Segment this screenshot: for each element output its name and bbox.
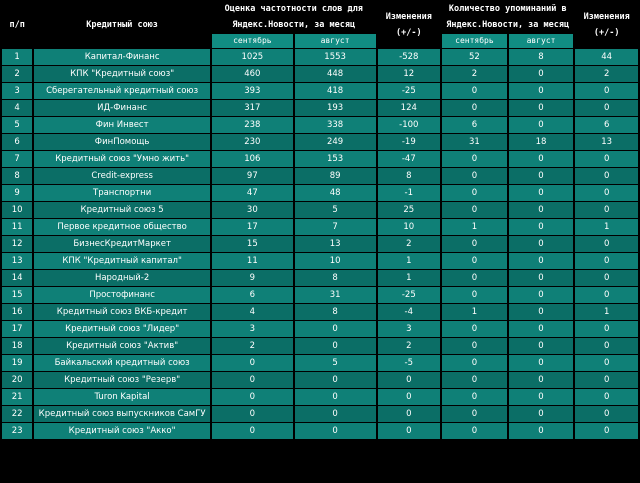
freq-september: 2 [212,338,293,354]
mentions-september: 0 [442,372,507,388]
mentions-september: 6 [442,117,507,133]
row-number: 4 [2,100,32,116]
freq-september: 30 [212,202,293,218]
mentions-change: 0 [575,338,638,354]
mentions-september: 31 [442,134,507,150]
freq-change: 12 [378,66,441,82]
table-row [2,423,638,439]
freq-august: 0 [295,321,376,337]
union-name: ИД-Финанс [34,100,210,116]
header-mentions: Количество упоминаний в Яндекс.Новости, за месяц [446,4,570,30]
mentions-september: 0 [442,355,507,371]
mentions-september: 52 [442,49,507,65]
mentions-change: 0 [575,406,638,422]
mentions-august: 0 [509,287,574,303]
mentions-august: 0 [509,355,574,371]
freq-august: 249 [295,134,376,150]
mentions-august: 0 [509,338,574,354]
freq-august: 5 [295,202,376,218]
mentions-change: 0 [575,389,638,405]
union-name: Credit-express [34,168,210,184]
mentions-change: 0 [575,372,638,388]
freq-september: 460 [212,66,293,82]
header-frequency: Оценка частотности слов для Яндекс.Новости, за месяц [224,4,363,30]
freq-change: 10 [378,219,441,235]
freq-september: 4 [212,304,293,320]
union-name: Кредитный союз "Актив" [34,338,210,354]
mentions-september: 0 [442,287,507,303]
freq-change: 0 [378,423,441,439]
freq-august: 338 [295,117,376,133]
union-name: Транспортни [34,185,210,201]
freq-change: 0 [378,389,441,405]
mentions-august: 0 [509,253,574,269]
table-row [2,338,638,354]
freq-september: 0 [212,355,293,371]
union-name: Сберегательный кредитный союз [34,83,210,99]
freq-september: 0 [212,406,293,422]
table-body [2,49,638,439]
table-row [2,389,638,405]
mentions-august: 0 [509,168,574,184]
table-header [2,1,638,48]
freq-september: 238 [212,117,293,133]
freq-september: 106 [212,151,293,167]
freq-september: 9 [212,270,293,286]
freq-september: 1025 [212,49,293,65]
table-row [2,355,638,371]
freq-change: -4 [378,304,441,320]
freq-september: 3 [212,321,293,337]
mentions-september: 0 [442,100,507,116]
freq-september: 230 [212,134,293,150]
table-row [2,151,638,167]
row-number: 9 [2,185,32,201]
subheader-september-mentions: сентябрь [442,34,507,48]
row-number: 14 [2,270,32,286]
mentions-change: 13 [575,134,638,150]
table-row [2,253,638,269]
union-name: КПК "Кредитный союз" [34,66,210,82]
mentions-change: 0 [575,100,638,116]
row-number: 6 [2,134,32,150]
mentions-august: 8 [509,49,574,65]
freq-change: 0 [378,406,441,422]
table-row [2,287,638,303]
table-row [2,66,638,82]
mentions-august: 0 [509,151,574,167]
row-number: 17 [2,321,32,337]
mentions-change: 0 [575,321,638,337]
mentions-august: 0 [509,236,574,252]
freq-august: 0 [295,338,376,354]
freq-change: -528 [378,49,441,65]
freq-august: 89 [295,168,376,184]
subheader-august-frequency: август [295,34,376,48]
mentions-change: 0 [575,83,638,99]
table-row [2,270,638,286]
mentions-change: 0 [575,355,638,371]
table-row [2,236,638,252]
row-number: 13 [2,253,32,269]
mentions-august: 0 [509,202,574,218]
mentions-august: 0 [509,423,574,439]
union-name: Фин Инвест [34,117,210,133]
mentions-august: 0 [509,304,574,320]
row-number: 18 [2,338,32,354]
freq-august: 448 [295,66,376,82]
mentions-august: 0 [509,83,574,99]
table-row [2,185,638,201]
union-name: Turon Kapital [34,389,210,405]
row-number: 23 [2,423,32,439]
table-row [2,219,638,235]
freq-august: 0 [295,389,376,405]
mentions-august: 0 [509,100,574,116]
table-row [2,321,638,337]
row-number: 10 [2,202,32,218]
freq-change: 124 [378,100,441,116]
table-row [2,117,638,133]
mentions-september: 0 [442,321,507,337]
freq-august: 1553 [295,49,376,65]
row-number: 15 [2,287,32,303]
freq-august: 153 [295,151,376,167]
freq-change: -100 [378,117,441,133]
freq-august: 0 [295,406,376,422]
row-number: 12 [2,236,32,252]
mentions-change: 0 [575,253,638,269]
table-row [2,134,638,150]
table-row [2,406,638,422]
row-number: 1 [2,49,32,65]
freq-change: 2 [378,338,441,354]
union-name: Байкальский кредитный союз [34,355,210,371]
row-number: 7 [2,151,32,167]
freq-change: -25 [378,83,441,99]
mentions-change: 0 [575,202,638,218]
header-change-frequency: Изменения (+/-) [385,11,432,38]
freq-august: 8 [295,304,376,320]
header-change-mentions: Изменения (+/-) [583,11,630,38]
freq-change: 1 [378,253,441,269]
freq-change: 3 [378,321,441,337]
mentions-september: 0 [442,202,507,218]
freq-august: 418 [295,83,376,99]
header-num: п/п [9,19,25,30]
mentions-change: 44 [575,49,638,65]
freq-august: 8 [295,270,376,286]
union-name: ФинПомощь [34,134,210,150]
freq-august: 48 [295,185,376,201]
union-name: Кредитный союз ВКБ-кредит [34,304,210,320]
mentions-change: 0 [575,151,638,167]
freq-september: 6 [212,287,293,303]
mentions-august: 0 [509,406,574,422]
table-row [2,49,638,65]
union-name: Капитал-Финанс [34,49,210,65]
union-name: Кредитный союз "Умно жить" [34,151,210,167]
row-number: 19 [2,355,32,371]
mentions-august: 18 [509,134,574,150]
freq-september: 17 [212,219,293,235]
mentions-september: 0 [442,151,507,167]
union-name: Первое кредитное общество [34,219,210,235]
freq-september: 15 [212,236,293,252]
freq-september: 0 [212,372,293,388]
mentions-august: 0 [509,321,574,337]
mentions-september: 0 [442,270,507,286]
mentions-change: 0 [575,168,638,184]
mentions-august: 0 [509,66,574,82]
freq-august: 5 [295,355,376,371]
freq-change: 25 [378,202,441,218]
subheader-august-mentions: август [509,34,574,48]
freq-august: 193 [295,100,376,116]
freq-september: 11 [212,253,293,269]
freq-change: -47 [378,151,441,167]
freq-change: 1 [378,270,441,286]
mentions-september: 0 [442,406,507,422]
freq-change: 2 [378,236,441,252]
union-name: Народный-2 [34,270,210,286]
mentions-august: 0 [509,219,574,235]
mentions-september: 0 [442,185,507,201]
table-row [2,83,638,99]
row-number: 2 [2,66,32,82]
freq-change: -19 [378,134,441,150]
table-row [2,304,638,320]
mentions-change: 1 [575,304,638,320]
mentions-september: 0 [442,83,507,99]
row-number: 11 [2,219,32,235]
union-name: Кредитный союз выпускников СамГУ [34,406,210,422]
freq-september: 393 [212,83,293,99]
table-row [2,372,638,388]
freq-august: 7 [295,219,376,235]
mentions-change: 0 [575,423,638,439]
table-row [2,202,638,218]
freq-august: 31 [295,287,376,303]
mentions-august: 0 [509,185,574,201]
union-name: Кредитный союз "Акко" [34,423,210,439]
mentions-september: 1 [442,219,507,235]
freq-september: 317 [212,100,293,116]
union-name: Кредитный союз "Резерв" [34,372,210,388]
row-number: 20 [2,372,32,388]
union-name: Простофинанс [34,287,210,303]
mentions-august: 0 [509,389,574,405]
mentions-change: 0 [575,287,638,303]
freq-change: 8 [378,168,441,184]
freq-september: 47 [212,185,293,201]
mentions-august: 0 [509,117,574,133]
mentions-september: 1 [442,304,507,320]
freq-change: -1 [378,185,441,201]
mentions-september: 0 [442,236,507,252]
mentions-august: 0 [509,372,574,388]
subheader-september-frequency: сентябрь [212,34,293,48]
mentions-change: 2 [575,66,638,82]
freq-september: 0 [212,423,293,439]
header-union: Кредитный союз [86,19,158,30]
row-number: 22 [2,406,32,422]
freq-change: 0 [378,372,441,388]
row-number: 3 [2,83,32,99]
union-name: Кредитный союз "Лидер" [34,321,210,337]
freq-change: -5 [378,355,441,371]
row-number: 8 [2,168,32,184]
mentions-august: 0 [509,270,574,286]
freq-august: 0 [295,423,376,439]
union-name: БизнесКредитМаркет [34,236,210,252]
mentions-september: 0 [442,338,507,354]
row-number: 16 [2,304,32,320]
mentions-change: 0 [575,236,638,252]
freq-september: 97 [212,168,293,184]
union-name: КПК "Кредитный капитал" [34,253,210,269]
freq-august: 13 [295,236,376,252]
mentions-change: 6 [575,117,638,133]
row-number: 21 [2,389,32,405]
mentions-september: 0 [442,253,507,269]
mentions-september: 2 [442,66,507,82]
freq-september: 0 [212,389,293,405]
table-row [2,100,638,116]
mentions-change: 0 [575,270,638,286]
table-row [2,168,638,184]
row-number: 5 [2,117,32,133]
mentions-change: 0 [575,185,638,201]
mentions-september: 0 [442,389,507,405]
mentions-september: 0 [442,168,507,184]
freq-change: -25 [378,287,441,303]
union-name: Кредитный союз 5 [34,202,210,218]
mentions-september: 0 [442,423,507,439]
freq-august: 10 [295,253,376,269]
mentions-change: 1 [575,219,638,235]
freq-august: 0 [295,372,376,388]
